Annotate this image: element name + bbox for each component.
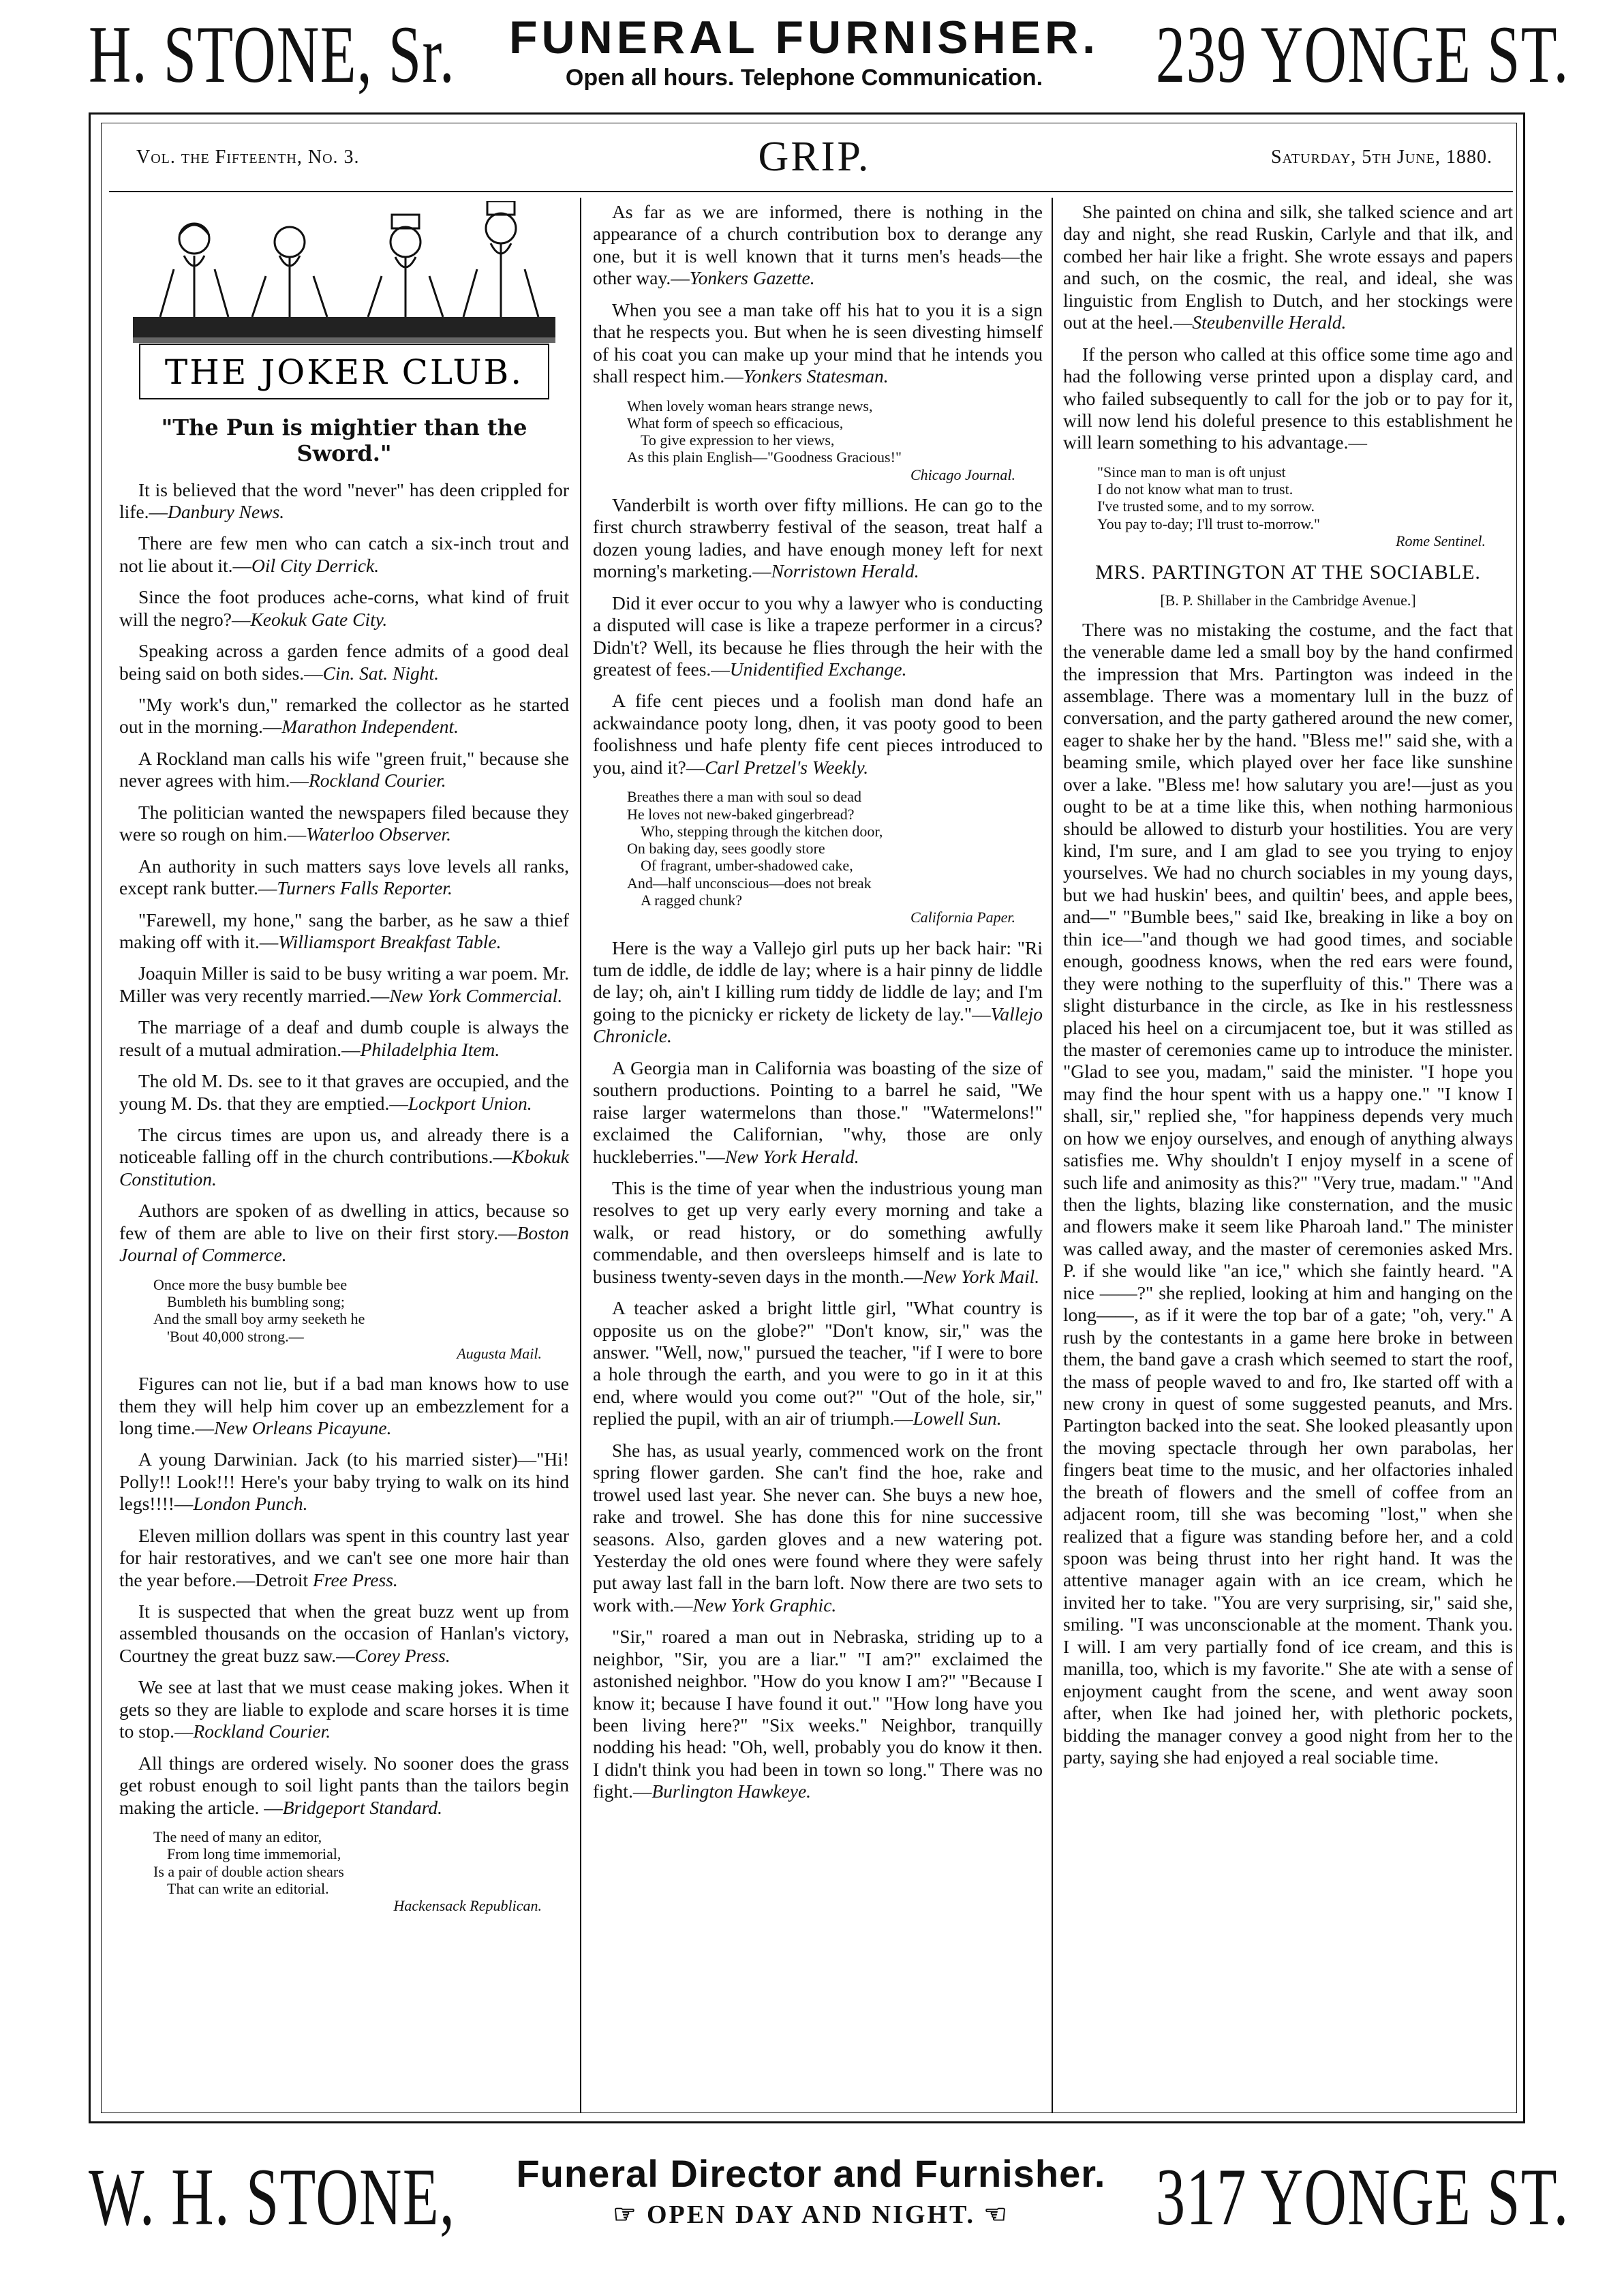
joke-item: Eleven million dollars was spent in this country last year for hair restoratives, and we can't see one more hair than the year before.—Detroit Free Press. [119, 1524, 569, 1590]
volume-number: Vol. the Fifteenth, No. 3. [136, 147, 360, 168]
joke-item: It is suspected that when the great buzz went up from assembled thousands on the occasion of Hanlan's victory, Courtney the great buzz saw.—Corey Press. [119, 1601, 569, 1666]
joke-item: All things are ordered wisely. No sooner does the grass get robust enough to soil light pants than the tailors begin making the article. —Bridgeport Standard. [119, 1752, 569, 1818]
joker-club-banner: THE JOKER CLUB. [164, 352, 524, 392]
joke-item: When you see a man take off his hat to you it is a sign that he respects you. But when he is seen divesting himself of his coat you can make up your mind that he intends you shall respect him.—Yonkers Statesman. [593, 299, 1043, 387]
column-3 [1063, 201, 1513, 1778]
ad-top-name: H. STONE, Sr. [89, 9, 456, 100]
verse-source: Augusta Mail. [457, 1344, 542, 1362]
col1-items [119, 479, 569, 1267]
ad-bottom-address: 317 YONGE ST. [1156, 2151, 1569, 2242]
joke-item: A young Darwinian. Jack (to his married sister)—"Hi! Polly!! Look!!! Here's your baby trying to walk on its hind legs!!!!—London Punch. [119, 1449, 569, 1515]
joke-item: A teacher asked a bright little girl, "What country is opposite us on the globe?" "Don't know, sir," was the answer. "Well, now," pursued the teacher, "if I were to bore a hole through the earth, and you were to go in it at this end, where would you come out?" "Out of the hole, sir," replied the pupil, with an air of triumph.—Lowell Sun. [593, 1297, 1043, 1429]
joke-item: A fife cent pieces und a foolish man dond hafe an ackwaindance pooty long, dhen, it vas pooty good to been foolishness und hafe plenty fife cent pieces introduced to you, aind it?—Carl Pretzel's Weekly. [593, 690, 1043, 778]
joke-item: She painted on china and silk, she talked science and art day and night, she read Ruskin, Carlyle and that ilk, and combed her hair like a fright. She wrote essays and papers and such, on the cosmic, the real, and ideal, she was linguistic from English to Dutch, and her stockings were out at the heel.—Steubenville Herald. [1063, 201, 1513, 333]
joke-item: She has, as usual yearly, commenced work on the front spring flower garden. She can't find the hoe, rake and trowel used last year. She never can. She buys a new hoe, rake and trowel. She has done this for nine successive seasons. Also, garden gloves and a new watering pot. Yesterday the old ones were found where they were safely put away last fall in the barn loft. Now there are two sets to work with.—New York Graphic. [593, 1439, 1043, 1616]
joke-item: The politician wanted the newspapers filed because they were so rough on him.—Waterloo Observer. [119, 801, 569, 845]
verse: "Since man to man is oft unjust I do not know what man to trust. I've trusted some, and to my sorrow. You pay to-day; I'll trust to-morrow." Rome Sentinel. [1097, 463, 1486, 549]
bottom-advertisement [0, 2132, 1624, 2262]
notice-item: If the person who called at this office some time ago and had the following verse printed upon a display card, and who failed subsequently to call for the job or to pay for it, will now lend his doleful presence to this establishment he will learn something to his advantage.— [1063, 343, 1513, 453]
joke-item: We see at last that we must cease making jokes. When it gets so they are liable to explode and scare horses it is time to stop.—Rockland Courier. [119, 1676, 569, 1742]
verse: When lovely woman hears strange news, What form of speech so efficacious, To give expression to her views, As this plain English—"Goodness Gracious!" Chicago Journal. [627, 397, 1015, 483]
ad-top-address: 239 YONGE ST. [1156, 9, 1569, 100]
joke-item: Here is the way a Vallejo girl puts up her back hair: "Ri tum de iddle, de iddle de lay; where is a hair pinny de liddle de lay; oh, ain't I killing rum tiddy de liddle de lay; and I'm going to the picnicky er rickety de lickety de lay."—Vallejo Chronicle. [593, 937, 1043, 1047]
joker-club-engraving-icon [119, 201, 569, 406]
column-divider [1052, 198, 1053, 2113]
ad-top-subline: Open all hours. Telephone Communication. [565, 65, 1043, 91]
verse: The need of many an editor, From long time immemorial, Is a pair of double action shears That can write an editorial. Hackensack Republican. [153, 1828, 542, 1915]
verse-source: California Paper. [910, 909, 1015, 926]
column-divider [580, 198, 581, 2113]
column-1 [119, 201, 569, 1925]
masthead [123, 133, 1506, 194]
top-advertisement [0, 0, 1624, 109]
joke-item: Vanderbilt is worth over fifty millions. He can go to the first church strawberry festival of the season, treat half a dozen young ladies, and have enough money left for next morning's marketing.—Norristown Herald. [593, 494, 1043, 582]
joker-club-illustration [119, 201, 569, 406]
ad-top-center [491, 14, 1118, 91]
ad-bottom-subline: ☞ OPEN DAY AND NIGHT. ☜ [613, 2200, 1009, 2229]
newspaper-title: GRIP. [758, 134, 871, 180]
joke-item: The circus times are upon us, and already there is a noticeable falling off in the church contributions.—Kbokuk Constitution. [119, 1124, 569, 1190]
joke-item: Figures can not lie, but if a bad man knows how to use them they will help him cover up an embezzlement for a long time.—New Orleans Picayune. [119, 1373, 569, 1438]
joke-item: This is the time of year when the industrious young man resolves to get up very early every morning and take a walk, or read history, or do something awfully commendable, and then oversleeps himself and is late to business twenty-seven days in the month.—New York Mail. [593, 1177, 1043, 1287]
ad-top-headline: FUNERAL FURNISHER. [508, 12, 1100, 63]
verse-source: Hackensack Republican. [393, 1897, 542, 1915]
joke-item: It is believed that the word "never" has deen crippled for life.—Danbury News. [119, 479, 569, 522]
joke-item: Did it ever occur to you why a lawyer who is conducting a disputed will case is like a trapeze performer in a circus? Didn't? Well, its because he flies through the heir with the greatest of fees.—Unidentified Exchange. [593, 592, 1043, 680]
issue-date: Saturday, 5th June, 1880. [1271, 147, 1492, 168]
col1-items-b [119, 1373, 569, 1819]
verse: Once more the busy bumble bee Bumbleth his bumbling song; And the small boy army seeketh he 'Bout 40,000 strong.— Augusta Mail. [153, 1275, 542, 1362]
masthead-rule [109, 191, 1513, 192]
joke-item: An authority in such matters says love levels all ranks, except rank butter.—Turners Falls Reporter. [119, 855, 569, 899]
joke-item: Authors are spoken of as dwelling in attics, because so few of them are able to live on their first story.—Boston Journal of Commerce. [119, 1200, 569, 1266]
joke-item: There are few men who can catch a six-inch trout and not lie about it.—Oil City Derrick. [119, 532, 569, 576]
verse-source: Chicago Journal. [910, 466, 1015, 483]
joke-item: The old M. Ds. see to it that graves are occupied, and the young M. Ds. that they are emptied.—Lockport Union. [119, 1070, 569, 1114]
joke-item: Since the foot produces ache-corns, what kind of fruit will the negro?—Keokuk Gate City. [119, 586, 569, 630]
joker-club-motto: "The Pun is mightier than the Sword." [161, 414, 527, 466]
ad-bottom-center [504, 2153, 1118, 2230]
joke-item: "Farewell, my hone," sang the barber, as he saw a thief making off with it.—Williamsport Breakfast Table. [119, 909, 569, 952]
joke-item: "My work's dun," remarked the collector as he started out in the morning.—Marathon Independent. [119, 694, 569, 738]
joke-item: A Georgia man in California was boasting of the size of southern productions. Pointing to a barrel he said, "We raise larger watermelons than those." "Watermelons!" exclaimed the Californian, "why, those are only huckleberries."—New York Herald. [593, 1057, 1043, 1167]
article-body: There was no mistaking the costume, and the fact that the venerable dame led a small boy by the hand confirmed the impression that Mrs. Partington was indeed in the assemblage. There was a momentary lull in the buzz of conversation, and the party gathered around the new comer, eager to shake her by the hand. "Bless me!" said she, with a beaming smile, which played over her face like sunshine over a lake. "Bless me! how salutary you are!—just as you ought to be at a time like this, when nothing harmonious should be allowed to disturb your hostilities. You are very kind, I'm sure, and I am glad to see you trying to enjoy yourselves. We had no church sociables in my young days, but we had huskin' bees, and quiltin' bees, and apple bees, and—" "Bumble bees," said Ike, breaking in like a boy on thin ice—"and though we had good times, and sociable enough, goodness knows, when the red ears were found, they were nothing to the superfluity of this." There was a slight disturbance in the circle, as Ike in his restlessness placed his heel on a circumjacent toe, but it was stilled as the master of ceremonies came up to introduce the minister. "Glad to see you, madam," said the minister. "I hope you may find the hour spent with us a happy one." "I know I shall, sir," replied she, "for happiness depends very much on how we enjoy ourselves, and enough of anything always satisfies me. Why shouldn't I enjoy myself in a scene of such life and animosity as this?" "Very true, madam." "And then the lights, blazing like consternation, and the music and flowers make it seem like Pharoah land." The minister was called away, and the master of ceremonies asked Mrs. P. if she would like "an ice," which she faintly heard. "A nice ——?" she replied, looking at him and hanging on the long——, as if it were the top bar of a gate; "oh, very." A rush by the contestants in a game here broke in between them, the band gave a crash which seemed to start the roof, the mass of people waved to and fro, Ike started off with a new crony in quest of some suggested peanuts, and Mrs. Partington backed into the seat. She looked pleasantly upon the moving spectacle through her own parabolas, her fingers beat time to the music, and her olfactories inhaled the breath of flowers and the smell of coffee from an adjacent room, till she was becoming "lost," when she realized that a figure was standing before her, and a cold spoon was being thrust into her right hand. It was the attentive manager again with an ice cream, which he invited her to take. "You are very surprising, sir," said she, smiling. "I was unconscionable at the moment. Thank you. I will. I am very partially fond of ice cream, and this is manilla, too, which is my favorite." She ate with a sense of enjoyment caught from the scene, and went away soon after, when Ike had joined her, with plethoric pockets, bidding the manager convey a good night from her to the party, saying she had enjoyed a real sociable time. [1063, 618, 1513, 1768]
joke-item: The marriage of a deaf and dumb couple is always the result of a mutual admiration.—Philadelphia Item. [119, 1016, 569, 1060]
joke-item: Speaking across a garden fence admits of a good deal being said on both sides.—Cin. Sat. Night. [119, 640, 569, 684]
joke-item: As far as we are informed, there is nothing in the appearance of a church contribution box to derange any one, but it is well known that it turns men's heads—the other way.—Yonkers Gazette. [593, 201, 1043, 289]
ad-bottom-headline: Funeral Director and Furnisher. [516, 2152, 1106, 2195]
verse-source: Rome Sentinel. [1396, 532, 1486, 549]
ad-bottom-name: W. H. STONE, [89, 2151, 456, 2242]
joke-item: Joaquin Miller is said to be busy writing a war poem. Mr. Miller was very recently married.—New York Commercial. [119, 963, 569, 1006]
joke-item: A Rockland man calls his wife "green fruit," because she never agrees with him.—Rockland Courier. [119, 747, 569, 791]
joke-item: "Sir," roared a man out in Nebraska, striding up to a neighbor, "Sir, you are a liar." "I am?" exclaimed the astonished neighbor. "How do you know I am?" "Because I know it; because I have found it out." "How long have you been living here?" "Six weeks." Neighbor, tranquilly nodding his head: "Oh, well, probably you do know it then. I didn't think you had been in town so long." There was no fight.—Burlington Hawkeye. [593, 1626, 1043, 1802]
column-2 [593, 201, 1043, 1813]
article-byline: [B. P. Shillaber in the Cambridge Avenue.] [1160, 591, 1416, 609]
article-heading: MRS. PARTINGTON AT THE SOCIABLE. [1095, 561, 1481, 584]
verse: Breathes there a man with soul so dead He loves not new-baked gingerbread? Who, stepping through the kitchen door, On baking day, sees goodly store Of fragrant, umber-shadowed cake, And—half unconscious—does not break A ragged chunk? California Paper. [627, 788, 1015, 926]
